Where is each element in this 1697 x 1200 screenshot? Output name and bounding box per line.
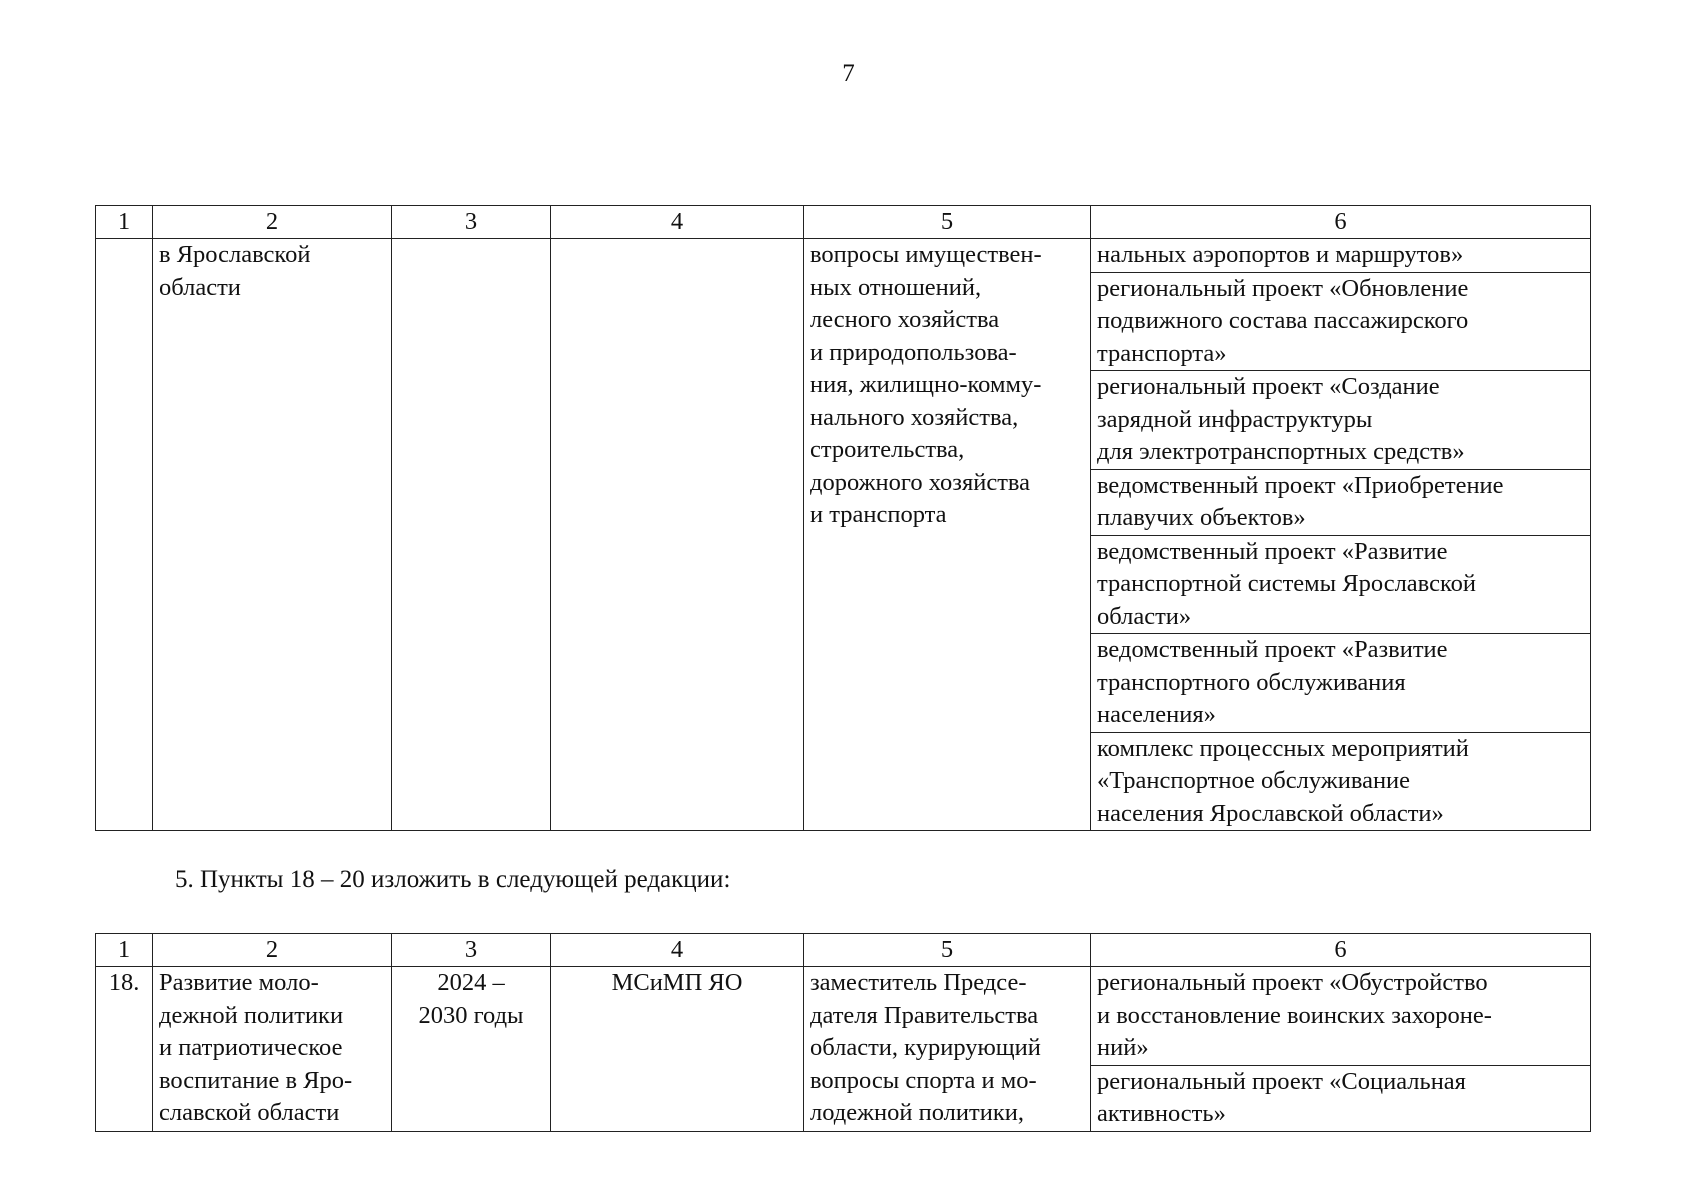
row-number-cell — [96, 239, 153, 831]
project-line: комплекс процессных мероприятий — [1097, 734, 1469, 762]
project-line: региональный проект «Обустройство — [1097, 969, 1488, 996]
project-line: населения Ярославской области» — [1097, 799, 1444, 827]
project-line: подвижного состава пассажирского — [1097, 307, 1469, 334]
new-edition-table — [95, 933, 1591, 1132]
project-line: населения» — [1097, 701, 1216, 728]
program-name-line: дежной политики — [159, 1001, 344, 1029]
curator-line: и транспорта — [810, 501, 947, 528]
project-line: активность» — [1097, 1100, 1226, 1127]
curator-cell — [804, 239, 1091, 831]
header-cell-5: 5 — [804, 206, 1091, 239]
project-cell — [1091, 371, 1591, 470]
table-header-row — [96, 206, 1591, 239]
continuation-table — [95, 205, 1591, 831]
program-name-line: славской области — [159, 1099, 340, 1126]
project-line: региональный проект «Создание — [1097, 373, 1440, 400]
project-cell — [1091, 1065, 1591, 1131]
project-line: и восстановление воинских захороне- — [1097, 1001, 1492, 1029]
curator-line: вопросы спорта и мо- — [810, 1066, 1037, 1094]
project-line: зарядной инфраструктуры — [1097, 405, 1373, 433]
curator-line: строительства, — [810, 436, 965, 463]
table-row — [96, 239, 1591, 273]
row-number-cell: 18. — [96, 967, 153, 1132]
program-name-line: воспитание в Яро- — [159, 1066, 353, 1094]
project-line: транспортной системы Ярославской — [1097, 570, 1476, 597]
program-name-line: в Ярославской — [159, 241, 311, 268]
period-cell — [392, 967, 551, 1132]
page-number: 7 — [842, 60, 855, 87]
project-line: ведомственный проект «Развитие — [1097, 636, 1448, 663]
program-name-cell — [153, 967, 392, 1132]
curator-line: дорожного хозяйства — [810, 468, 1031, 496]
curator-line: вопросы имуществен- — [810, 241, 1042, 268]
project-cell — [1091, 469, 1591, 535]
header-cell-5: 5 — [804, 934, 1091, 967]
project-line: ведомственный проект «Приобретение — [1097, 471, 1504, 499]
header-cell-3: 3 — [392, 934, 551, 967]
header-cell-1: 1 — [96, 206, 153, 239]
header-cell-6: 6 — [1091, 934, 1591, 967]
project-line: ведомственный проект «Развитие — [1097, 537, 1448, 565]
program-name-line: области — [159, 273, 241, 301]
project-line: региональный проект «Обновление — [1097, 274, 1469, 302]
header-cell-1: 1 — [96, 934, 153, 967]
project-line: транспорта» — [1097, 339, 1227, 367]
amendment-paragraph: 5. Пункты 18 – 20 изложить в следующей редакции: — [175, 866, 731, 893]
header-cell-2: 2 — [153, 934, 392, 967]
project-cell — [1091, 634, 1591, 733]
period-cell — [392, 239, 551, 831]
project-line: нальных аэропортов и маршрутов» — [1097, 241, 1464, 268]
project-line: плавучих объектов» — [1097, 504, 1306, 531]
curator-line: ных отношений, — [810, 273, 982, 301]
curator-line: лодежной политики, — [810, 1099, 1024, 1126]
project-line: области» — [1097, 602, 1192, 630]
project-cell — [1091, 732, 1591, 831]
project-cell — [1091, 535, 1591, 634]
project-cell — [1091, 272, 1591, 371]
project-line: региональный проект «Социальная — [1097, 1067, 1466, 1095]
header-cell-3: 3 — [392, 206, 551, 239]
curator-line: лесного хозяйства — [810, 306, 1000, 333]
header-cell-6: 6 — [1091, 206, 1591, 239]
period-line: 2030 годы — [418, 1001, 524, 1029]
project-line: ний» — [1097, 1034, 1149, 1061]
curator-line: дателя Правительства — [810, 1001, 1039, 1029]
curator-cell — [804, 967, 1091, 1132]
curator-line: и природопользова- — [810, 338, 1017, 366]
project-cell — [1091, 967, 1591, 1066]
project-line: транспортного обслуживания — [1097, 668, 1406, 696]
curator-line: ния, жилищно-комму- — [810, 371, 1042, 398]
executor-cell — [551, 239, 804, 831]
curator-line: заместитель Предсе- — [810, 969, 1027, 996]
header-cell-2: 2 — [153, 206, 392, 239]
table-header-row — [96, 934, 1591, 967]
header-cell-4: 4 — [551, 934, 804, 967]
program-name-cell — [153, 239, 392, 831]
curator-line: нального хозяйства, — [810, 403, 1019, 431]
program-name-line: Развитие моло- — [159, 969, 319, 996]
project-line: «Транспортное обслуживание — [1097, 767, 1411, 794]
header-cell-4: 4 — [551, 206, 804, 239]
table-row — [96, 967, 1591, 1066]
curator-line: области, курирующий — [810, 1034, 1041, 1061]
period-line: 2024 – — [437, 969, 505, 996]
program-name-line: и патриотическое — [159, 1034, 343, 1061]
project-cell — [1091, 239, 1591, 273]
project-line: для электротранспортных средств» — [1097, 438, 1465, 465]
executor-cell: МСиМП ЯО — [551, 967, 804, 1132]
